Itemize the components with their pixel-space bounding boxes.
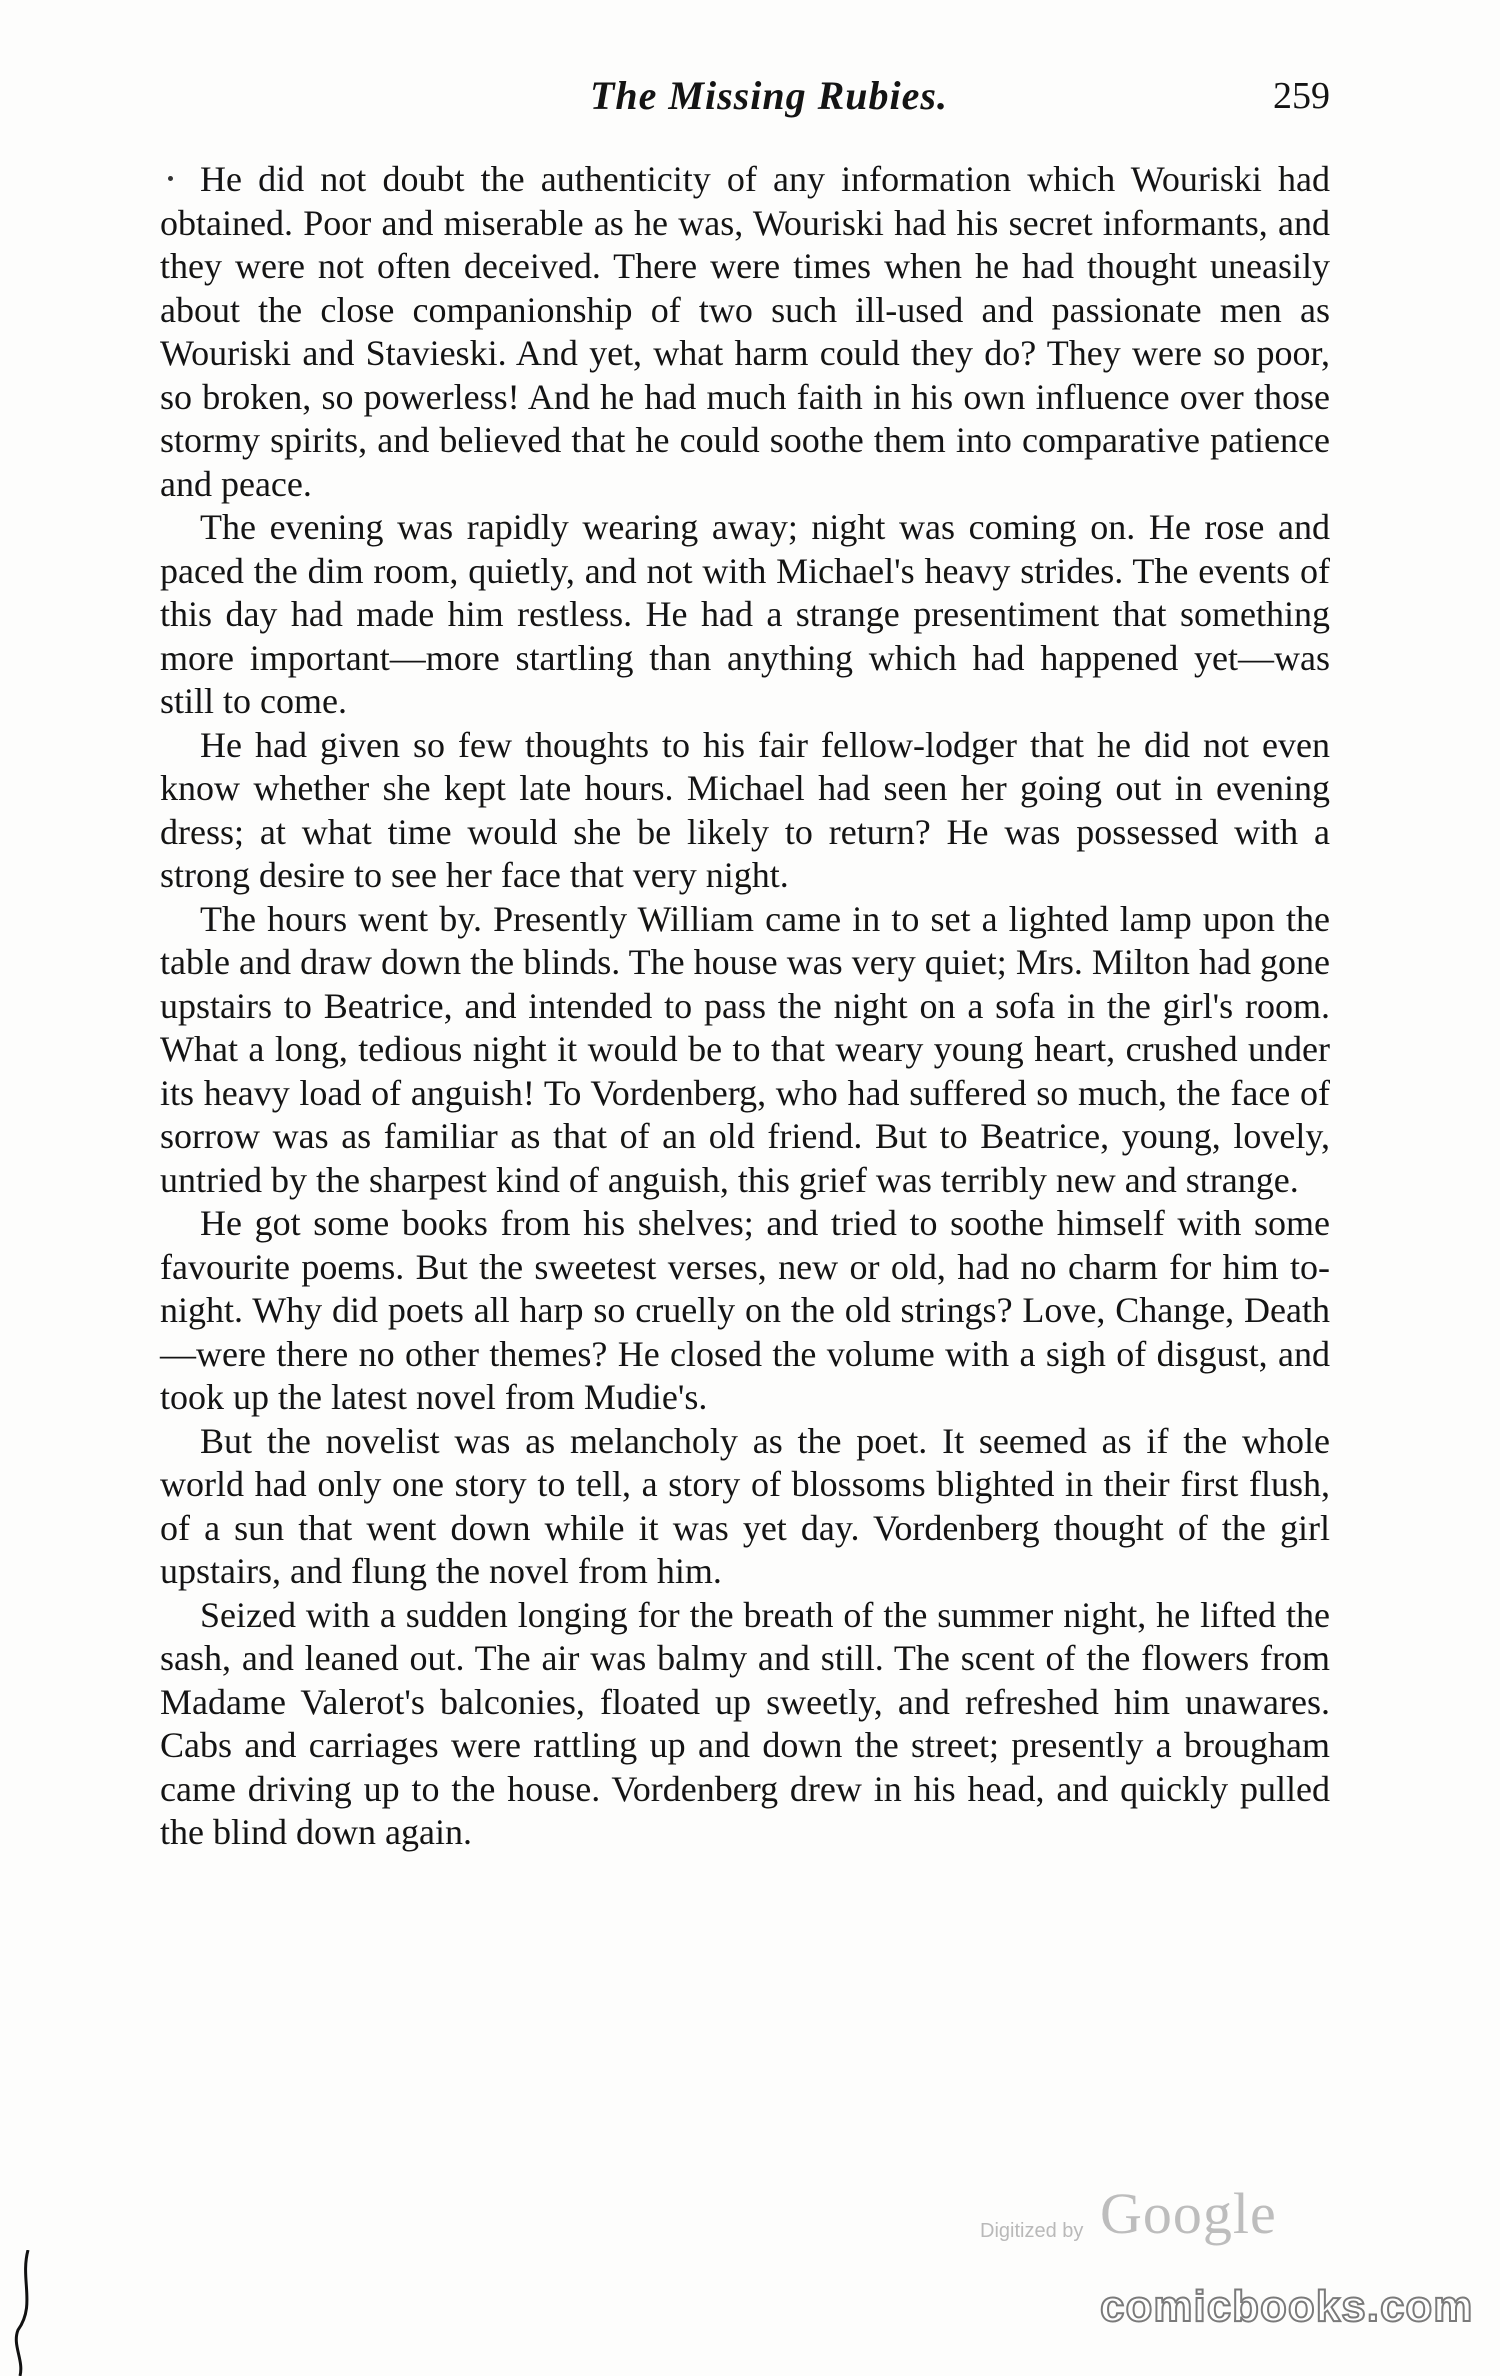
paragraph: He had given so few thoughts to his fair fellow-lodger that he did not even know whether she kept late hours. Michael had seen her going out in evening dress; at what time would she be likely to return? He was possessed with a strong desire to see her face that very night. — [160, 724, 1330, 895]
page-number: 259 — [1273, 75, 1330, 117]
running-title: The Missing Rubies. — [590, 73, 948, 118]
digitized-label: Digitized by — [980, 2220, 1084, 2242]
paragraph: He did not doubt the authenticity of any information which Wouriski had obtained. Poor and miserable as he was, Wouriski had his secret informants, and they were not often deceived. There were times when he had thought uneasily about the close companionship of two such ill-used and passionate men as Wouriski and Stavieski. And yet, what harm could they do? They were so poor, so broken, so powerless! And he had much faith in his own influence over those stormy spirits, and believed that he could soothe them into comparative patience and peace. — [160, 159, 1330, 504]
page-edge-mark — [6, 2250, 46, 2376]
paragraph: The evening was rapidly wearing away; night was coming on. He rose and paced the dim room, quietly, and not with Michael's heavy strides. The events of this day had made him restless. He had a strange presentiment that something more important—more startling than anything which had happened yet—was still to come. — [160, 507, 1330, 721]
paragraph: But the novelist was as melancholy as the poet. It seemed as if the whole world had only one story to tell, a story of blossoms blighted in their first flush, of a sun that went down while it was yet day. Vordenberg thought of the girl upstairs, and flung the novel from him. — [160, 1420, 1330, 1591]
paragraph: He got some books from his shelves; and tried to soothe himself with some favourite poems. But the sweetest verses, new or old, had no charm for him to-night. Why did poets all harp so cruelly on the old strings? Love, Change, Death—were there no other themes? He closed the volume with a sigh of disgust, and took up the latest novel from Mudie's. — [160, 1203, 1330, 1417]
paragraph: Seized with a sudden longing for the breath of the summer night, he lifted the sash, and leaned out. The air was balmy and still. The scent of the flowers from Madame Valerot's balconies, floated up sweetly, and refreshed him unawares. Cabs and carriages were rattling up and down the street; presently a brougham came driving up to the house. Vordenberg drew in his head, and quickly pulled the blind down again. — [160, 1594, 1330, 1852]
digitized-by-google-watermark — [980, 2180, 1300, 2260]
body-text — [160, 158, 1330, 1855]
google-logo: Google — [1100, 2181, 1277, 2246]
site-watermark: comicbooks.com — [1100, 2282, 1474, 2331]
running-head — [160, 72, 1330, 132]
paragraph: The hours went by. Presently William came in to set a lighted lamp upon the table and draw down the blinds. The house was very quiet; Mrs. Milton had gone upstairs to Beatrice, and intended to pass the night on a sofa in the girl's room. What a long, tedious night it would be to that weary young heart, crushed under its heavy load of anguish! To Vordenberg, who had suffered so much, the face of sorrow was as familiar as that of an old friend. But to Beatrice, young, lovely, untried by the sharpest kind of anguish, this grief was terribly new and strange. — [160, 898, 1330, 1200]
